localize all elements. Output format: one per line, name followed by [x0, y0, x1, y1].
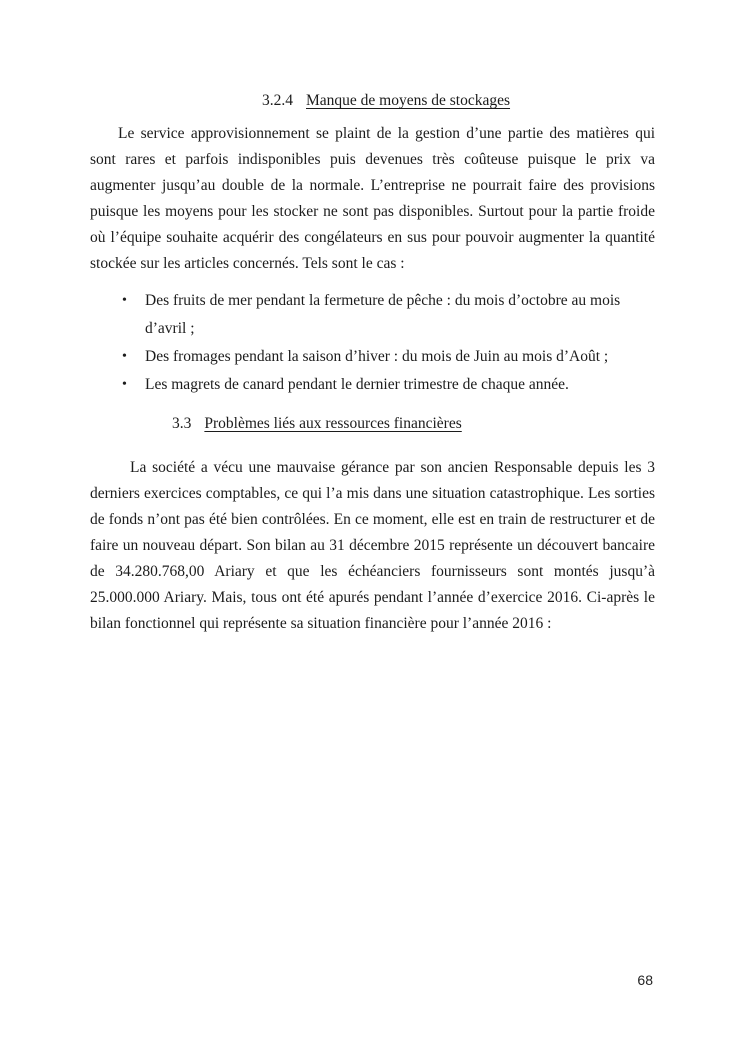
bullet-icon: • [122, 349, 127, 364]
list-item [122, 371, 655, 399]
bullet-icon: • [122, 293, 127, 308]
list-item [122, 287, 655, 343]
section-heading-3-2-4 [90, 88, 655, 114]
bullet-text-duck: Les magrets de canard pendant le dernier trimestre de chaque année. [145, 376, 569, 393]
paragraph-financial-problems: La société a vécu une mauvaise gérance par son ancien Responsable depuis les 3 derniers exercices comptables, ce qui l’a mis dans une situation catastrophique. Les sorties de fonds n’ont pas été bien contrôlées. En ce moment, elle est en train de restructurer et de faire un nouveau départ. Son bilan au 31 décembre 2015 représente un découvert bancaire de 34.280.768,00 Ariary et que les échéanciers fournisseurs sont montés jusqu’à 25.000.000 Ariary. Mais, tous ont été apurés pendant l’année d’exercice 2016. Ci-après le bilan fonctionnel qui représente sa situation financière pour l’année 2016 : [90, 459, 655, 632]
bullet-list [90, 287, 655, 399]
section-title-3-3: Problèmes liés aux ressources financières [204, 415, 462, 432]
bullet-icon: • [122, 377, 127, 392]
paragraph-storage-shortage: Le service approvisionnement se plaint de la gestion d’une partie des matières qui sont rares et parfois indisponibles puis devenues très coûteuse puisque le prix va augmenter jusqu’au double de la normale. L’entreprise ne pourrait faire des provisions puisque les moyens pour les stocker ne sont pas disponibles. Surtout pour la partie froide où l’équipe souhaite acquérir des congélateurs en sus pour pouvoir augmenter la quantité stockée sur les articles concernés. Tels sont le cas : [90, 125, 655, 272]
bullet-text-seafood: Des fruits de mer pendant la fermeture de pêche : du mois d’octobre au mois d’avril ; [145, 292, 621, 337]
list-item [122, 343, 655, 371]
section-number-3-3: 3.3 [172, 415, 192, 432]
section-heading-3-3 [90, 411, 655, 437]
section-title-3-2-4: Manque de moyens de stockages [306, 92, 511, 109]
bullet-text-cheese: Des fromages pendant la saison d’hiver : du mois de Juin au mois d’Août ; [145, 348, 609, 365]
section-number-3-2-4: 3.2.4 [262, 92, 293, 109]
page-number: 68 [637, 972, 653, 988]
page-content [90, 88, 655, 637]
